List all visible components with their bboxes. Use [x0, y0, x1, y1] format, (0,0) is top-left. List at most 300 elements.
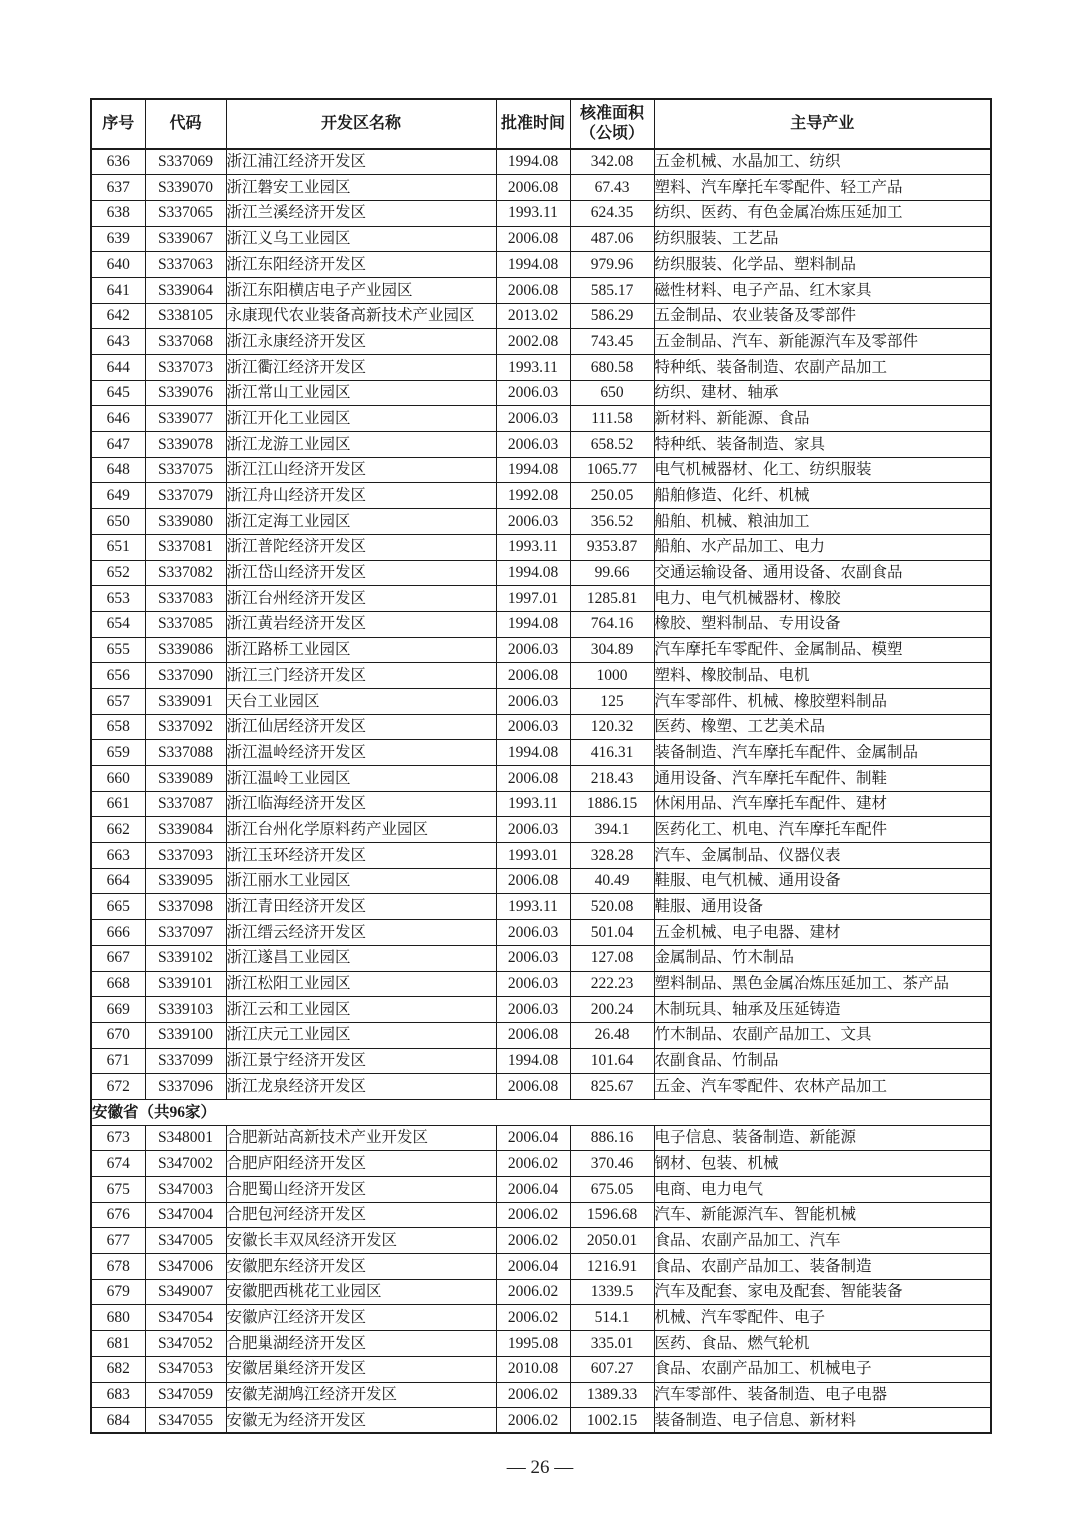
cell-industries: 汽车摩托车零配件、金属制品、模塑: [654, 637, 991, 663]
cell-date: 2006.02: [496, 1305, 570, 1331]
cell-industries: 纺织、建材、轴承: [654, 380, 991, 406]
cell-code: S339067: [145, 226, 226, 252]
table-row: [91, 457, 991, 483]
header-date: 批准时间: [496, 99, 570, 149]
cell-industries: 电气机械器材、化工、纺织服装: [654, 457, 991, 483]
cell-area: 67.43: [570, 175, 654, 201]
table-row: [91, 663, 991, 689]
cell-name: 浙江龙游工业园区: [226, 432, 496, 458]
cell-industries: 医药、食品、燃气轮机: [654, 1331, 991, 1357]
cell-date: 2006.08: [496, 175, 570, 201]
cell-area: 342.08: [570, 149, 654, 175]
table-row: [91, 740, 991, 766]
cell-no: 642: [91, 303, 145, 329]
cell-date: 2006.02: [496, 1408, 570, 1434]
cell-code: S347006: [145, 1254, 226, 1280]
cell-industries: 船舶、水产品加工、电力: [654, 534, 991, 560]
cell-area: 1002.15: [570, 1408, 654, 1434]
cell-date: 1994.08: [496, 1048, 570, 1074]
cell-area: 356.52: [570, 509, 654, 535]
cell-date: 2013.02: [496, 303, 570, 329]
cell-area: 743.45: [570, 329, 654, 355]
cell-area: 111.58: [570, 406, 654, 432]
cell-name: 安徽芜湖鸠江经济开发区: [226, 1382, 496, 1408]
cell-date: 1994.08: [496, 252, 570, 278]
cell-industries: 汽车及配套、家电及配套、智能装备: [654, 1279, 991, 1305]
cell-date: 2006.08: [496, 226, 570, 252]
cell-name: 浙江兰溪经济开发区: [226, 200, 496, 226]
table-body: [91, 149, 991, 1433]
cell-code: S347002: [145, 1151, 226, 1177]
cell-date: 2006.03: [496, 406, 570, 432]
cell-name: 浙江三门经济开发区: [226, 663, 496, 689]
table-row: [91, 766, 991, 792]
table-row: [91, 1202, 991, 1228]
cell-date: 1994.08: [496, 560, 570, 586]
cell-code: S339100: [145, 1022, 226, 1048]
cell-area: 514.1: [570, 1305, 654, 1331]
cell-industries: 五金、汽车零配件、农林产品加工: [654, 1074, 991, 1100]
cell-date: 2006.02: [496, 1151, 570, 1177]
cell-no: 649: [91, 483, 145, 509]
cell-code: S337083: [145, 586, 226, 612]
cell-name: 浙江温岭工业园区: [226, 766, 496, 792]
cell-code: S337079: [145, 483, 226, 509]
cell-industries: 塑料、橡胶制品、电机: [654, 663, 991, 689]
cell-industries: 鞋服、电气机械、通用设备: [654, 868, 991, 894]
cell-code: S347005: [145, 1228, 226, 1254]
cell-code: S339070: [145, 175, 226, 201]
header-name: 开发区名称: [226, 99, 496, 149]
cell-date: 2006.03: [496, 432, 570, 458]
cell-area: 501.04: [570, 920, 654, 946]
cell-date: 2006.03: [496, 971, 570, 997]
cell-no: 638: [91, 200, 145, 226]
cell-code: S347003: [145, 1177, 226, 1203]
cell-no: 652: [91, 560, 145, 586]
table-row: [91, 894, 991, 920]
cell-industries: 交通运输设备、通用设备、农副食品: [654, 560, 991, 586]
cell-industries: 装备制造、电子信息、新材料: [654, 1408, 991, 1434]
cell-date: 2006.08: [496, 663, 570, 689]
cell-industries: 汽车零部件、装备制造、电子电器: [654, 1382, 991, 1408]
table-row: [91, 920, 991, 946]
cell-area: 675.05: [570, 1177, 654, 1203]
cell-area: 200.24: [570, 997, 654, 1023]
cell-code: S339089: [145, 766, 226, 792]
table-row: [91, 1151, 991, 1177]
cell-name: 浙江路桥工业园区: [226, 637, 496, 663]
cell-no: 650: [91, 509, 145, 535]
cell-date: 2006.04: [496, 1125, 570, 1151]
cell-code: S337088: [145, 740, 226, 766]
table-row: [91, 1228, 991, 1254]
cell-no: 648: [91, 457, 145, 483]
cell-area: 585.17: [570, 277, 654, 303]
cell-industries: 塑料制品、黑色金属冶炼压延加工、茶产品: [654, 971, 991, 997]
cell-code: S339091: [145, 688, 226, 714]
cell-code: S347059: [145, 1382, 226, 1408]
cell-date: 2006.02: [496, 1228, 570, 1254]
cell-no: 672: [91, 1074, 145, 1100]
cell-area: 304.89: [570, 637, 654, 663]
cell-code: S337096: [145, 1074, 226, 1100]
cell-industries: 钢材、包装、机械: [654, 1151, 991, 1177]
cell-date: 1994.08: [496, 149, 570, 175]
table-row: [91, 277, 991, 303]
cell-industries: 新材料、新能源、食品: [654, 406, 991, 432]
cell-area: 218.43: [570, 766, 654, 792]
cell-date: 1993.11: [496, 355, 570, 381]
cell-name: 安徽肥西桃花工业园区: [226, 1279, 496, 1305]
cell-no: 645: [91, 380, 145, 406]
cell-no: 670: [91, 1022, 145, 1048]
cell-industries: 五金制品、汽车、新能源汽车及零部件: [654, 329, 991, 355]
cell-date: 2006.03: [496, 997, 570, 1023]
cell-name: 浙江庆元工业园区: [226, 1022, 496, 1048]
cell-no: 664: [91, 868, 145, 894]
cell-date: 2006.02: [496, 1279, 570, 1305]
cell-industries: 休闲用品、汽车摩托车配件、建材: [654, 791, 991, 817]
cell-no: 659: [91, 740, 145, 766]
cell-date: 2006.03: [496, 817, 570, 843]
cell-industries: 橡胶、塑料制品、专用设备: [654, 611, 991, 637]
table-row: [91, 1074, 991, 1100]
cell-date: 1994.08: [496, 457, 570, 483]
header-no: 序号: [91, 99, 145, 149]
cell-area: 9353.87: [570, 534, 654, 560]
cell-code: S337085: [145, 611, 226, 637]
cell-name: 浙江义乌工业园区: [226, 226, 496, 252]
cell-industries: 农副食品、竹制品: [654, 1048, 991, 1074]
cell-name: 安徽长丰双凤经济开发区: [226, 1228, 496, 1254]
table-row: [91, 817, 991, 843]
cell-code: S349007: [145, 1279, 226, 1305]
cell-no: 671: [91, 1048, 145, 1074]
cell-date: 1994.08: [496, 611, 570, 637]
cell-date: 2010.08: [496, 1356, 570, 1382]
cell-date: 2006.08: [496, 277, 570, 303]
header-code: 代码: [145, 99, 226, 149]
cell-name: 浙江温岭经济开发区: [226, 740, 496, 766]
table-row: [91, 252, 991, 278]
table-row: [91, 971, 991, 997]
cell-no: 676: [91, 1202, 145, 1228]
cell-no: 637: [91, 175, 145, 201]
table-row: [91, 843, 991, 869]
cell-industries: 食品、农副产品加工、汽车: [654, 1228, 991, 1254]
table-row: [91, 355, 991, 381]
cell-no: 644: [91, 355, 145, 381]
cell-no: 667: [91, 945, 145, 971]
cell-area: 607.27: [570, 1356, 654, 1382]
cell-date: 2006.08: [496, 1074, 570, 1100]
cell-industries: 特种纸、装备制造、农副产品加工: [654, 355, 991, 381]
cell-code: S337082: [145, 560, 226, 586]
cell-industries: 电商、电力电气: [654, 1177, 991, 1203]
cell-name: 浙江缙云经济开发区: [226, 920, 496, 946]
cell-code: S339101: [145, 971, 226, 997]
cell-name: 合肥包河经济开发区: [226, 1202, 496, 1228]
cell-industries: 食品、农副产品加工、装备制造: [654, 1254, 991, 1280]
cell-name: 合肥新站高新技术产业开发区: [226, 1125, 496, 1151]
cell-date: 2006.03: [496, 509, 570, 535]
cell-area: 1886.15: [570, 791, 654, 817]
cell-area: 520.08: [570, 894, 654, 920]
cell-date: 1993.11: [496, 791, 570, 817]
cell-no: 669: [91, 997, 145, 1023]
cell-code: S337063: [145, 252, 226, 278]
table-row: [91, 997, 991, 1023]
cell-date: 2006.03: [496, 380, 570, 406]
cell-area: 250.05: [570, 483, 654, 509]
cell-name: 安徽庐江经济开发区: [226, 1305, 496, 1331]
table-row: [91, 329, 991, 355]
cell-no: 684: [91, 1408, 145, 1434]
section-label: 安徽省（共96家）: [91, 1099, 991, 1125]
cell-no: 653: [91, 586, 145, 612]
cell-date: 2006.04: [496, 1254, 570, 1280]
table-row: [91, 483, 991, 509]
header-area-line2: （公顷）: [579, 125, 644, 142]
cell-no: 683: [91, 1382, 145, 1408]
cell-date: 2006.08: [496, 1022, 570, 1048]
cell-no: 656: [91, 663, 145, 689]
cell-code: S339102: [145, 945, 226, 971]
cell-no: 641: [91, 277, 145, 303]
section-row: [91, 1099, 991, 1125]
cell-name: 浙江仙居经济开发区: [226, 714, 496, 740]
cell-name: 安徽居巢经济开发区: [226, 1356, 496, 1382]
cell-code: S337087: [145, 791, 226, 817]
cell-area: 1000: [570, 663, 654, 689]
cell-no: 657: [91, 688, 145, 714]
cell-industries: 五金制品、农业装备及零部件: [654, 303, 991, 329]
cell-name: 浙江定海工业园区: [226, 509, 496, 535]
cell-industries: 纺织、医药、有色金属冶炼压延加工: [654, 200, 991, 226]
cell-area: 26.48: [570, 1022, 654, 1048]
cell-area: 1339.5: [570, 1279, 654, 1305]
cell-date: 2006.04: [496, 1177, 570, 1203]
header-row: [91, 99, 991, 149]
table-row: [91, 1254, 991, 1280]
cell-name: 浙江常山工业园区: [226, 380, 496, 406]
cell-industries: 磁性材料、电子产品、红木家具: [654, 277, 991, 303]
cell-name: 浙江临海经济开发区: [226, 791, 496, 817]
cell-name: 安徽肥东经济开发区: [226, 1254, 496, 1280]
cell-industries: 木制玩具、轴承及压延铸造: [654, 997, 991, 1023]
cell-no: 681: [91, 1331, 145, 1357]
table-row: [91, 791, 991, 817]
cell-area: 1216.91: [570, 1254, 654, 1280]
cell-name: 合肥蜀山经济开发区: [226, 1177, 496, 1203]
cell-name: 浙江龙泉经济开发区: [226, 1074, 496, 1100]
table-row: [91, 303, 991, 329]
cell-code: S338105: [145, 303, 226, 329]
cell-no: 660: [91, 766, 145, 792]
cell-name: 浙江黄岩经济开发区: [226, 611, 496, 637]
cell-code: S337098: [145, 894, 226, 920]
cell-date: 1993.11: [496, 200, 570, 226]
cell-area: 120.32: [570, 714, 654, 740]
cell-no: 680: [91, 1305, 145, 1331]
cell-area: 416.31: [570, 740, 654, 766]
table-row: [91, 637, 991, 663]
table-row: [91, 586, 991, 612]
cell-no: 679: [91, 1279, 145, 1305]
cell-date: 1997.01: [496, 586, 570, 612]
table-row: [91, 1331, 991, 1357]
cell-date: 2006.03: [496, 920, 570, 946]
cell-name: 浙江丽水工业园区: [226, 868, 496, 894]
table-row: [91, 534, 991, 560]
cell-name: 浙江开化工业园区: [226, 406, 496, 432]
table-row: [91, 1177, 991, 1203]
table-row: [91, 611, 991, 637]
page-number: — 26 —: [506, 1457, 574, 1478]
cell-code: S347052: [145, 1331, 226, 1357]
cell-code: S337093: [145, 843, 226, 869]
cell-industries: 通用设备、汽车摩托车配件、制鞋: [654, 766, 991, 792]
cell-no: 640: [91, 252, 145, 278]
cell-no: 666: [91, 920, 145, 946]
cell-code: S347054: [145, 1305, 226, 1331]
cell-no: 655: [91, 637, 145, 663]
cell-code: S337073: [145, 355, 226, 381]
cell-area: 586.29: [570, 303, 654, 329]
cell-area: 40.49: [570, 868, 654, 894]
cell-date: 2006.03: [496, 688, 570, 714]
cell-no: 674: [91, 1151, 145, 1177]
cell-name: 天台工业园区: [226, 688, 496, 714]
development-zone-table: [90, 98, 992, 1434]
cell-date: 1995.08: [496, 1331, 570, 1357]
cell-industries: 纺织服装、工艺品: [654, 226, 991, 252]
cell-name: 永康现代农业装备高新技术产业园区: [226, 303, 496, 329]
cell-area: 328.28: [570, 843, 654, 869]
cell-area: 1065.77: [570, 457, 654, 483]
cell-industries: 电子信息、装备制造、新能源: [654, 1125, 991, 1151]
table-row: [91, 1408, 991, 1434]
cell-area: 394.1: [570, 817, 654, 843]
cell-date: 1992.08: [496, 483, 570, 509]
cell-no: 651: [91, 534, 145, 560]
cell-name: 浙江岱山经济开发区: [226, 560, 496, 586]
cell-name: 浙江台州化学原料药产业园区: [226, 817, 496, 843]
cell-name: 浙江台州经济开发区: [226, 586, 496, 612]
cell-code: S337081: [145, 534, 226, 560]
cell-area: 101.64: [570, 1048, 654, 1074]
cell-area: 979.96: [570, 252, 654, 278]
cell-name: 浙江松阳工业园区: [226, 971, 496, 997]
cell-name: 浙江玉环经济开发区: [226, 843, 496, 869]
cell-name: 浙江永康经济开发区: [226, 329, 496, 355]
cell-code: S337075: [145, 457, 226, 483]
cell-date: 2002.08: [496, 329, 570, 355]
cell-no: 663: [91, 843, 145, 869]
cell-area: 370.46: [570, 1151, 654, 1177]
cell-name: 浙江景宁经济开发区: [226, 1048, 496, 1074]
cell-date: 2006.02: [496, 1202, 570, 1228]
table-header: [91, 99, 991, 149]
cell-industries: 特种纸、装备制造、家具: [654, 432, 991, 458]
table-row: [91, 432, 991, 458]
cell-industries: 汽车、金属制品、仪器仪表: [654, 843, 991, 869]
cell-date: 2006.03: [496, 945, 570, 971]
cell-industries: 装备制造、汽车摩托车配件、金属制品: [654, 740, 991, 766]
cell-area: 99.66: [570, 560, 654, 586]
cell-date: 2006.03: [496, 637, 570, 663]
cell-date: 1994.08: [496, 740, 570, 766]
cell-industries: 汽车、新能源汽车、智能机械: [654, 1202, 991, 1228]
cell-area: 825.67: [570, 1074, 654, 1100]
cell-code: S339080: [145, 509, 226, 535]
cell-no: 682: [91, 1356, 145, 1382]
cell-industries: 塑料、汽车摩托车零配件、轻工产品: [654, 175, 991, 201]
cell-industries: 金属制品、竹木制品: [654, 945, 991, 971]
cell-industries: 机械、汽车零配件、电子: [654, 1305, 991, 1331]
cell-area: 1596.68: [570, 1202, 654, 1228]
cell-code: S339095: [145, 868, 226, 894]
cell-code: S339076: [145, 380, 226, 406]
cell-no: 662: [91, 817, 145, 843]
cell-industries: 鞋服、通用设备: [654, 894, 991, 920]
table-row: [91, 945, 991, 971]
cell-name: 安徽无为经济开发区: [226, 1408, 496, 1434]
cell-no: 639: [91, 226, 145, 252]
cell-no: 647: [91, 432, 145, 458]
table-row: [91, 509, 991, 535]
cell-area: 335.01: [570, 1331, 654, 1357]
cell-name: 浙江云和工业园区: [226, 997, 496, 1023]
cell-no: 658: [91, 714, 145, 740]
cell-no: 675: [91, 1177, 145, 1203]
header-area-line1: 核准面积: [579, 105, 644, 122]
table-row: [91, 1022, 991, 1048]
table-row: [91, 149, 991, 175]
cell-no: 654: [91, 611, 145, 637]
cell-industries: 纺织服装、化学品、塑料制品: [654, 252, 991, 278]
cell-no: 677: [91, 1228, 145, 1254]
cell-code: S348001: [145, 1125, 226, 1151]
cell-code: S339084: [145, 817, 226, 843]
cell-code: S347055: [145, 1408, 226, 1434]
cell-code: S347004: [145, 1202, 226, 1228]
cell-code: S337065: [145, 200, 226, 226]
cell-area: 125: [570, 688, 654, 714]
cell-no: 646: [91, 406, 145, 432]
cell-no: 678: [91, 1254, 145, 1280]
cell-industries: 汽车零部件、机械、橡胶塑料制品: [654, 688, 991, 714]
table-row: [91, 1382, 991, 1408]
cell-industries: 电力、电气机械器材、橡胶: [654, 586, 991, 612]
cell-name: 合肥庐阳经济开发区: [226, 1151, 496, 1177]
cell-no: 636: [91, 149, 145, 175]
cell-area: 650: [570, 380, 654, 406]
table-row: [91, 560, 991, 586]
cell-area: 2050.01: [570, 1228, 654, 1254]
cell-date: 2006.08: [496, 868, 570, 894]
cell-industries: 船舶修造、化纤、机械: [654, 483, 991, 509]
cell-name: 浙江舟山经济开发区: [226, 483, 496, 509]
cell-industries: 医药、橡塑、工艺美术品: [654, 714, 991, 740]
cell-no: 668: [91, 971, 145, 997]
table-row: [91, 175, 991, 201]
table-row: [91, 226, 991, 252]
cell-no: 661: [91, 791, 145, 817]
cell-name: 浙江衢江经济开发区: [226, 355, 496, 381]
cell-code: S337090: [145, 663, 226, 689]
